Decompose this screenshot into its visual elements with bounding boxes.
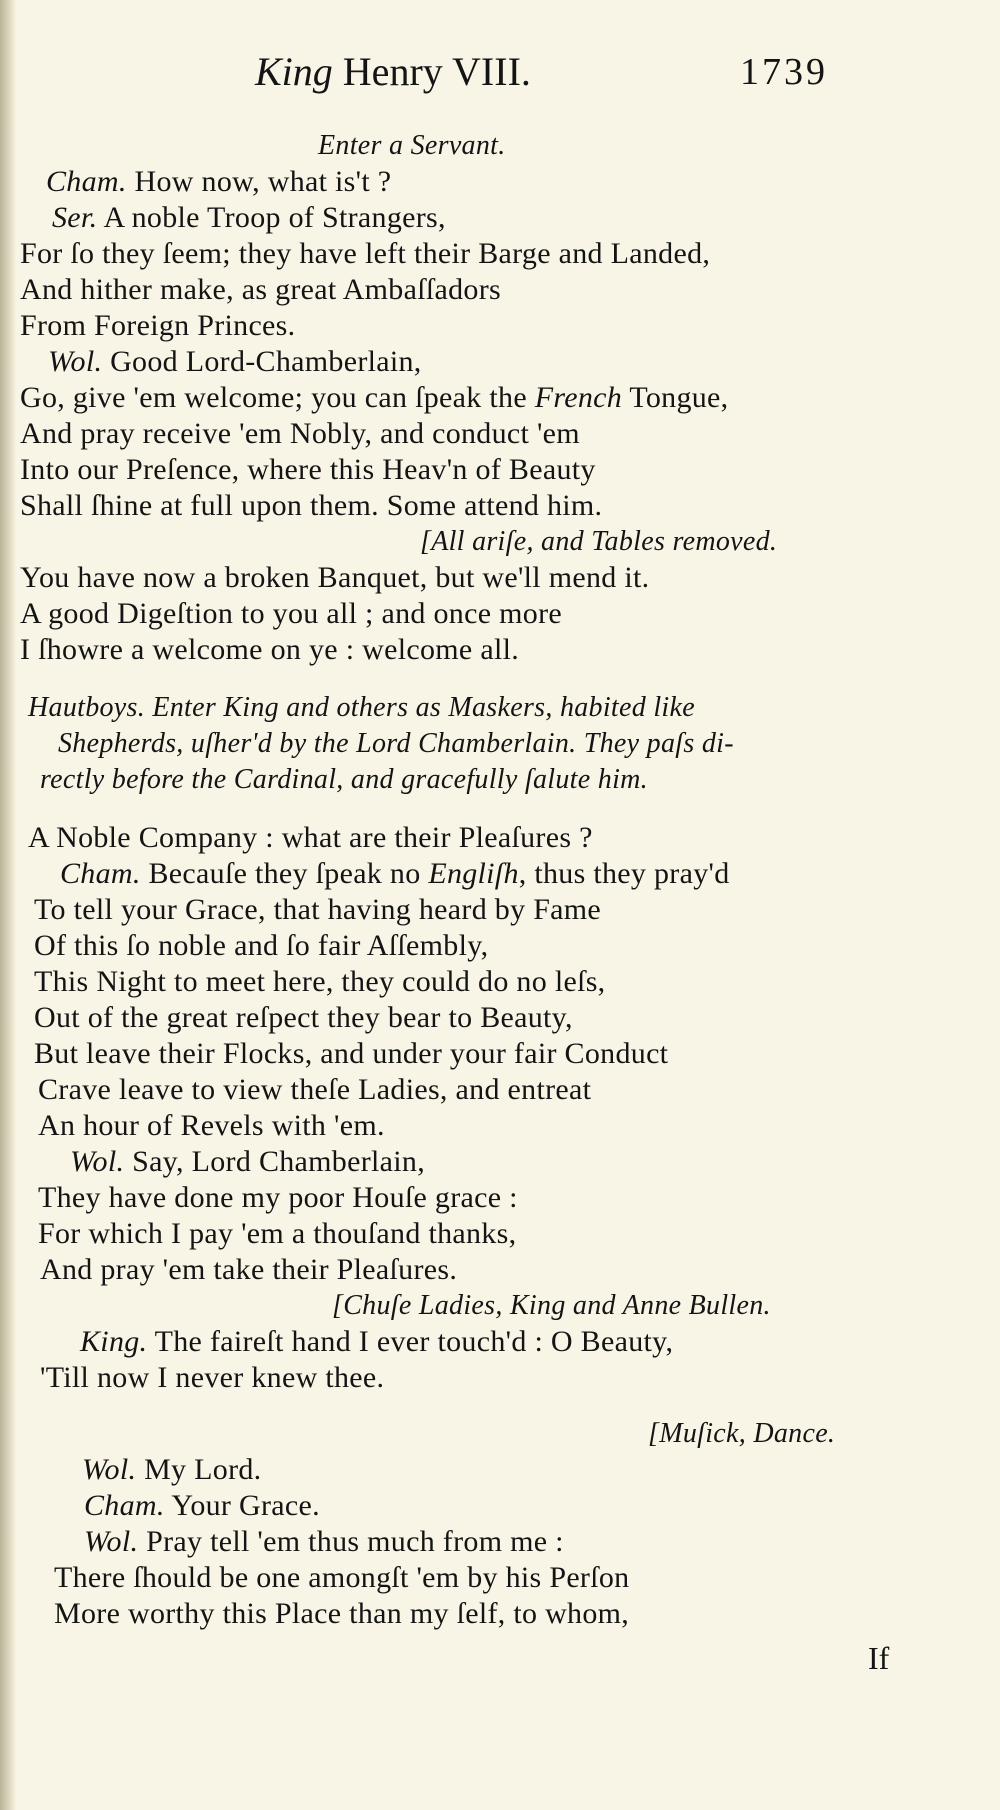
page-number: 1739 <box>740 51 828 93</box>
line-text: An hour of Revels with 'em. <box>38 1109 385 1142</box>
line-text-rest: Pray tell 'em thus much from me : <box>138 1525 564 1558</box>
text-line <box>332 1288 771 1324</box>
line-text-rest: Tongue, <box>622 381 729 414</box>
line-text: For which I pay 'em a thouſand thanks, <box>38 1217 517 1250</box>
line-text: And pray 'em take their Pleaſures. <box>40 1253 458 1286</box>
text-line <box>40 762 648 798</box>
line-text: Go, give 'em welcome; you can ſpeak the <box>20 381 535 414</box>
text-line <box>648 1416 835 1452</box>
italic-text: All ariſe, and Tables removed. <box>431 526 778 557</box>
text-line <box>20 380 728 416</box>
text-line <box>40 1252 457 1288</box>
text-line <box>38 1216 516 1252</box>
line-text: And pray receive 'em Nobly, and conduct 'em <box>20 417 580 450</box>
line-text-rest: Good Lord-Chamberlain, <box>102 345 422 378</box>
text-line <box>46 164 391 200</box>
line-text: Into our Preſence, where this Heav'n of Beauty <box>20 453 596 486</box>
italic-text: Hautboys. Enter King and others as Maskers, habited like <box>28 692 695 723</box>
text-line <box>20 632 519 668</box>
speaker-name: Wol. <box>84 1525 139 1558</box>
italic-text: Enter a Servant. <box>318 130 506 161</box>
line-text: I ſhowre a welcome on ye : welcome all. <box>20 633 520 666</box>
text-line <box>20 272 501 308</box>
line-text: A good Digeſtion to you all ; and once more <box>20 597 562 630</box>
text-line <box>38 1108 385 1144</box>
line-text: Crave leave to view theſe Ladies, and entreat <box>38 1073 592 1106</box>
text-line <box>20 488 602 524</box>
text-line <box>70 1144 425 1180</box>
line-text-rest: Anne Bullen. <box>615 1290 771 1321</box>
line-text: A Noble Company : what are their Pleaſures ? <box>28 821 593 854</box>
text-line <box>20 308 295 344</box>
text-line <box>34 928 488 964</box>
text-line <box>82 1452 261 1488</box>
text-line <box>34 892 601 928</box>
text-line <box>20 596 562 632</box>
text-line <box>34 1036 668 1072</box>
text-line <box>40 1360 384 1396</box>
line-text: There ſhould be one amongſt 'em by his Perſon <box>54 1561 630 1594</box>
speaker-name: Wol. <box>70 1145 125 1178</box>
line-text: [ <box>332 1290 344 1321</box>
text-line <box>38 1180 518 1216</box>
page-gutter-shadow <box>0 0 16 1810</box>
line-text-rest: Becauſe they ſpeak no <box>140 857 429 890</box>
line-text-rest: Your Grace. <box>164 1489 320 1522</box>
text-line <box>38 1072 591 1108</box>
line-text: From Foreign Princes. <box>20 309 296 342</box>
speaker-name: Ser. <box>52 201 98 234</box>
text-line <box>20 560 649 596</box>
line-text-rest: How now, what is't ? <box>126 165 392 198</box>
line-text-rest: The faireſt hand I ever touch'd : O Beauty, <box>147 1325 674 1358</box>
text-line <box>28 690 695 726</box>
line-text-rest: My Lord. <box>136 1453 262 1486</box>
line-text: Out of the great reſpect they bear to Beauty, <box>34 1001 573 1034</box>
line-text-rest: A noble Troop of Strangers, <box>97 201 446 234</box>
line-text: For ſo they ſeem; they have left their Barge and Landed, <box>20 237 711 270</box>
line-text-end: , thus they pray'd <box>518 857 730 890</box>
line-text: And hither make, as great Ambaſſadors <box>20 273 501 306</box>
line-text: Shall ſhine at full upon them. Some attend him. <box>20 489 603 522</box>
speaker-name: Wol. <box>48 345 103 378</box>
text-line <box>58 726 734 762</box>
text-line <box>84 1524 564 1560</box>
italic-text: Shepherds, uſher'd by the Lord Chamberlain. They paſs di- <box>58 728 734 759</box>
text-line <box>318 128 506 164</box>
italic-text: French <box>534 381 623 414</box>
speaker-name: Cham. <box>60 857 141 890</box>
header-title-rest: Henry VIII. <box>332 49 531 94</box>
text-line <box>52 200 446 236</box>
line-text: But leave their Flocks, and under your fair Conduct <box>34 1037 669 1070</box>
italic-text: rectly before the Cardinal, and gracefully ſalute him. <box>40 764 648 795</box>
speaker-name: King. <box>80 1325 148 1358</box>
line-text: 'Till now I never knew thee. <box>40 1361 385 1394</box>
text-line <box>20 452 596 488</box>
text-line <box>54 1560 629 1596</box>
text-line <box>20 416 580 452</box>
text-line <box>48 344 422 380</box>
line-text: They have done my poor Houſe grace : <box>38 1181 518 1214</box>
text-line <box>34 1000 573 1036</box>
text-line <box>28 820 593 856</box>
speaker-name: Wol. <box>82 1453 137 1486</box>
text-line <box>420 524 777 560</box>
text-line <box>54 1596 629 1632</box>
speaker-name: Cham. <box>84 1489 165 1522</box>
italic-text: Muſick, Dance. <box>659 1418 836 1449</box>
italic-text: Chuſe Ladies, King and <box>343 1290 616 1321</box>
text-line <box>60 856 730 892</box>
line-text: To tell your Grace, that having heard by Fame <box>34 893 602 926</box>
line-text: You have now a broken Banquet, but we'll mend it. <box>20 561 650 594</box>
header-title-italic: King <box>255 49 333 94</box>
italic-word: Engliſh <box>428 857 519 890</box>
text-line <box>20 236 710 272</box>
line-text-rest: Say, Lord Chamberlain, <box>124 1145 425 1178</box>
text-line <box>34 964 606 1000</box>
line-text: More worthy this Place than my ſelf, to whom, <box>54 1597 630 1630</box>
line-text: [ <box>420 526 432 557</box>
line-text: This Night to meet here, they could do no leſs, <box>34 965 606 998</box>
speaker-name: Cham. <box>46 165 127 198</box>
text-line <box>84 1488 320 1524</box>
line-text: [ <box>648 1418 660 1449</box>
catchword: If <box>868 1640 890 1676</box>
text-line <box>80 1324 673 1360</box>
line-text: Of this ſo noble and ſo fair Aſſembly, <box>34 929 489 962</box>
running-header-title <box>255 48 531 95</box>
